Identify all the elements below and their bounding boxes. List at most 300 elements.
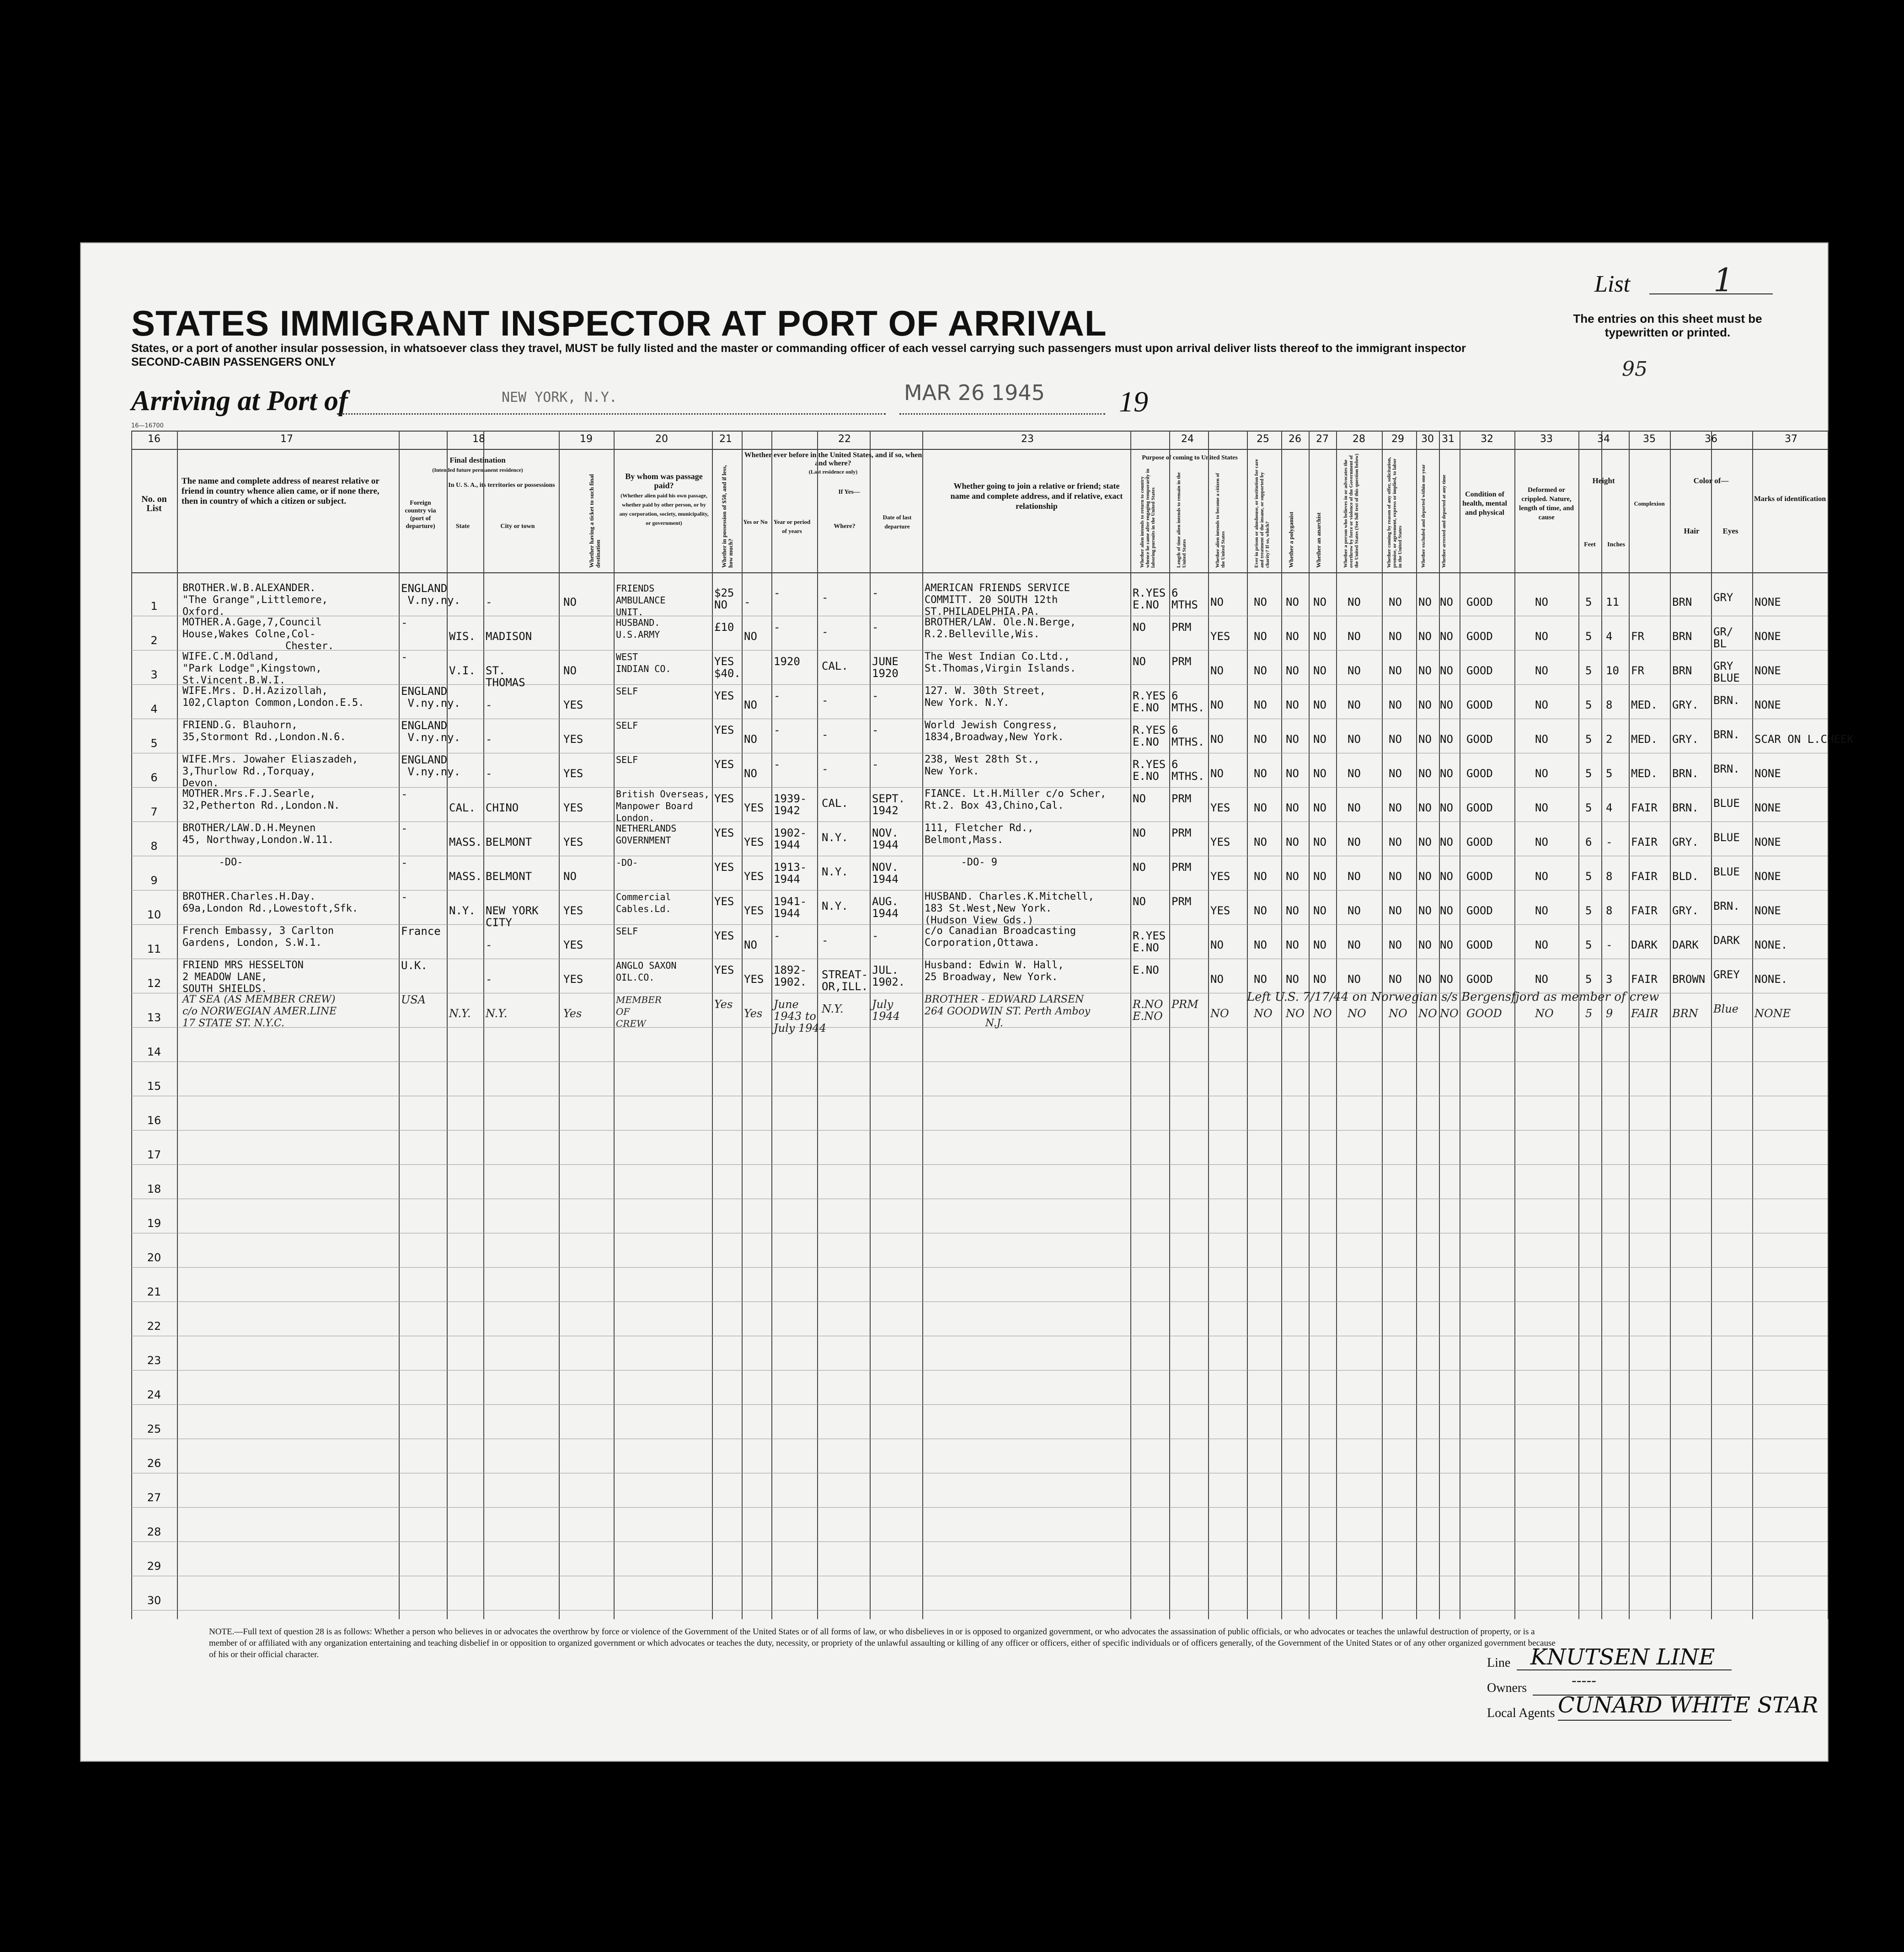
q26-cell: NO: [1286, 904, 1299, 917]
entry-instruction: The entries on this sheet must be typewritten or printed.: [1573, 312, 1762, 339]
purpose-a-cell: R.YES E.NO: [1133, 689, 1166, 714]
row-number: 22: [147, 1320, 161, 1333]
line-label: Line: [1487, 1656, 1511, 1670]
deformed-cell: NO: [1535, 836, 1548, 848]
row-number: 18: [147, 1183, 161, 1195]
before-cell: -: [744, 596, 751, 608]
joining-cell: 111, Fletcher Rd., Belmont,Mass.: [925, 822, 1034, 846]
purpose-c-cell: NO: [1210, 664, 1224, 677]
column-number: 35: [1643, 433, 1656, 445]
col-feet: Feet: [1584, 541, 1596, 548]
purpose-b-cell: PRM: [1171, 621, 1192, 634]
column-rule: [1629, 431, 1630, 1619]
relative-cell: MOTHER.A.Gage,7,Council House,Wakes Colne,Col- Chester.: [182, 617, 334, 652]
city-cell: MADISON: [486, 630, 532, 643]
col-state: State: [455, 523, 470, 530]
money-cell: YES: [714, 929, 734, 942]
departure-cell: -: [872, 689, 879, 702]
state-cell: N.Y.: [449, 904, 476, 917]
row-number: 15: [147, 1080, 161, 1093]
q27-cell: NO: [1313, 767, 1326, 780]
q27-cell: NO: [1313, 699, 1326, 711]
ticket-cell: YES: [563, 699, 583, 711]
q29-cell: NO: [1389, 699, 1402, 711]
hair-cell: GRY.: [1672, 904, 1699, 917]
passage-cell: SELF: [616, 926, 638, 937]
eyes-cell: BLUE: [1713, 797, 1740, 810]
feet-cell: 6: [1585, 836, 1592, 848]
money-cell: YES: [714, 861, 734, 874]
q26-cell: NO: [1286, 664, 1299, 677]
where-cell: -: [822, 728, 829, 741]
eyes-cell: Blue: [1713, 1003, 1738, 1015]
year-cell: -: [774, 724, 781, 736]
q27-cell: NO: [1313, 596, 1326, 608]
departure-cell: NOV. 1944: [872, 861, 899, 885]
row-number: 23: [147, 1354, 161, 1367]
col-eyes: Eyes: [1722, 527, 1738, 535]
departure-cell: JUL. 1902.: [872, 964, 905, 988]
year-cell: 1941- 1944: [774, 895, 807, 920]
q30-cell: NO: [1418, 699, 1432, 711]
q31-cell: NO: [1440, 767, 1453, 780]
inches-cell: 11: [1606, 596, 1619, 608]
relative-cell: -DO-: [182, 857, 243, 868]
deformed-cell: NO: [1535, 733, 1548, 746]
list-underline: [1649, 293, 1773, 294]
city-cell: -: [486, 699, 492, 711]
year-cell: June 1943 to July 1944: [774, 998, 827, 1035]
relative-cell: French Embassy, 3 Carlton Gardens, London, S.W.1.: [182, 925, 334, 949]
departure-cell: JUNE 1920: [872, 655, 899, 680]
complexion-cell: FAIR: [1631, 870, 1658, 883]
state-cell: WIS.: [449, 630, 476, 643]
column-number: 17: [280, 433, 293, 445]
row-number: 21: [147, 1285, 161, 1298]
q30-cell: NO: [1418, 801, 1432, 814]
year-cell: -: [774, 587, 781, 599]
header-bottom: [131, 572, 1828, 573]
q28-cell: NO: [1348, 664, 1361, 677]
column-number: 25: [1257, 433, 1269, 445]
q26-cell: NO: [1286, 767, 1299, 780]
column-rule: [1752, 431, 1753, 1619]
passage-cell: SELF: [616, 686, 638, 697]
q28-cell: NO: [1348, 836, 1361, 848]
q30-cell: NO: [1418, 733, 1432, 746]
q26-cell: NO: [1286, 939, 1299, 951]
purpose-c-cell: YES: [1210, 904, 1230, 917]
city-cell: -: [486, 939, 492, 951]
joining-cell: AMERICAN FRIENDS SERVICE COMMITT. 20 SOUTH 12th ST.PHILADELPHIA.PA.: [925, 582, 1070, 618]
col-complexion: Complexion: [1634, 500, 1665, 507]
col-q31: Whether arrested and deported at any time: [1441, 475, 1447, 568]
row-rule: [131, 787, 1828, 788]
column-rule: [1828, 431, 1829, 1619]
inches-cell: 8: [1606, 699, 1613, 711]
joining-cell: FIANCE. Lt.H.Miller c/o Scher, Rt.2. Box 43,Chino,Cal.: [925, 788, 1107, 811]
eyes-cell: GRY BLUE: [1713, 660, 1740, 684]
q25-cell: NO: [1254, 630, 1267, 643]
complexion-cell: MED.: [1631, 733, 1658, 746]
complexion-cell: FAIR: [1631, 836, 1658, 848]
q29-cell: NO: [1389, 733, 1402, 746]
purpose-a-cell: NO: [1133, 861, 1146, 874]
relative-cell: BROTHER.W.B.ALEXANDER. "The Grange",Littlemore, Oxford.: [182, 582, 328, 618]
column-number: 37: [1785, 433, 1797, 445]
page-title: STATES IMMIGRANT INSPECTOR AT PORT OF ARRIVAL: [131, 303, 1107, 343]
q25-cell: NO: [1254, 904, 1267, 917]
joining-cell: The West Indian Co.Ltd., St.Thomas,Virgin Islands.: [925, 651, 1076, 674]
ticket-cell: YES: [563, 836, 583, 848]
joining-cell: World Jewish Congress, 1834,Broadway,New York.: [925, 720, 1064, 743]
passage-cell: -DO-: [616, 857, 638, 868]
complexion-cell: FR: [1631, 664, 1644, 677]
q31-cell: NO: [1440, 1007, 1459, 1020]
foreign-country-cell: -: [401, 788, 408, 800]
q26-cell: NO: [1286, 630, 1299, 643]
marks-cell: NONE: [1754, 630, 1781, 643]
column-number: 24: [1181, 433, 1194, 445]
q27-cell: NO: [1313, 904, 1326, 917]
q28-cell: NO: [1348, 870, 1361, 883]
relative-cell: FRIEND MRS HESSELTON 2 MEADOW LANE, SOUTH SHIELDS.: [182, 960, 304, 995]
before-cell: YES: [744, 973, 764, 986]
column-rule: [1439, 431, 1440, 1619]
passage-cell: MEMBER OF CREW: [616, 994, 662, 1029]
q30-cell: NO: [1418, 596, 1432, 608]
ticket-cell: YES: [563, 939, 583, 951]
q31-cell: NO: [1440, 733, 1453, 746]
purpose-a-cell: R.NO E.NO: [1133, 998, 1163, 1023]
q27-cell: NO: [1313, 870, 1326, 883]
feet-cell: 5: [1585, 939, 1592, 951]
column-rule: [1514, 431, 1515, 1619]
q29-cell: NO: [1389, 870, 1402, 883]
deformed-cell: NO: [1535, 801, 1548, 814]
row-number: 26: [147, 1457, 161, 1470]
column-rule: [399, 431, 400, 1619]
row-rule: [131, 1301, 1828, 1302]
q25-cell: NO: [1254, 664, 1267, 677]
q27-cell: NO: [1313, 1007, 1332, 1020]
feet-cell: 5: [1585, 699, 1592, 711]
row-number: 6: [150, 771, 158, 784]
complexion-cell: DARK: [1631, 939, 1658, 951]
q29-cell: NO: [1389, 836, 1402, 848]
year-cell: -: [774, 621, 781, 634]
column-rule: [1130, 431, 1131, 1619]
form-code: 16—16700: [131, 422, 164, 429]
eyes-cell: GR/ BL: [1713, 625, 1733, 650]
q27-cell: NO: [1313, 939, 1326, 951]
col-q30: Whether excluded and deported within one year: [1421, 464, 1426, 568]
row-rule: [131, 1267, 1828, 1268]
purpose-a-cell: E.NO: [1133, 964, 1159, 976]
q28-cell: NO: [1348, 939, 1361, 951]
departure-cell: AUG. 1944: [872, 895, 899, 920]
departure-cell: NOV. 1944: [872, 827, 899, 851]
column-rule: [559, 431, 560, 1619]
departure-cell: SEPT. 1942: [872, 792, 905, 817]
col-prison: Ever in prison or almshouse, or institution for care and treatment of the insane, or supported by charity? If so, which?: [1254, 459, 1270, 568]
q30-cell: NO: [1418, 1007, 1437, 1020]
column-rule: [1336, 431, 1337, 1619]
feet-cell: 5: [1585, 630, 1592, 643]
eyes-cell: DARK: [1713, 934, 1740, 947]
before-cell: NO: [744, 767, 757, 780]
row-number: 19: [147, 1217, 161, 1230]
inches-cell: 9: [1606, 1007, 1613, 1020]
marks-cell: NONE.: [1754, 973, 1788, 986]
eyes-cell: BLUE: [1713, 831, 1740, 844]
q28-cell: NO: [1348, 733, 1361, 746]
purpose-c-cell: NO: [1210, 939, 1224, 951]
deformed-cell: NO: [1535, 767, 1548, 780]
row-rule: [131, 1130, 1828, 1131]
complexion-cell: MED.: [1631, 699, 1658, 711]
relative-cell: WIFE.C.M.Odland, "Park Lodge",Kingstown, St.Vincent.B.W.I.: [182, 651, 322, 686]
foreign-country-cell: ENGLAND V.ny.ny.: [401, 753, 461, 778]
q26-cell: NO: [1286, 801, 1299, 814]
deformed-cell: NO: [1535, 939, 1548, 951]
row-number: 10: [147, 908, 161, 921]
deformed-cell: NO: [1535, 973, 1548, 986]
date-line: [899, 413, 1105, 415]
purpose-b-cell: 6 MTHS.: [1171, 758, 1205, 783]
deformed-cell: NO: [1535, 904, 1548, 917]
column-rule: [1382, 431, 1383, 1619]
money-cell: YES: [714, 689, 734, 702]
column-rule: [1281, 431, 1282, 1619]
year-cell: -: [774, 689, 781, 702]
feet-cell: 5: [1585, 904, 1592, 917]
purpose-a-cell: R.YES E.NO: [1133, 929, 1166, 954]
purpose-c-cell: YES: [1210, 630, 1230, 643]
column-number: 33: [1540, 433, 1553, 445]
q28-cell: NO: [1348, 630, 1361, 643]
col-yes-or-no: Yes or No: [743, 518, 768, 525]
foreign-country-cell: France: [401, 925, 441, 938]
col-final-destination: Final destination (Intended future permanent residence): [432, 456, 523, 473]
year-cell: 1920: [774, 655, 800, 668]
before-cell: YES: [744, 801, 764, 814]
col-q29: Whether coming by reason of any offer, solicitation, promise, or agreement, express or implied, to labor in the United States: [1386, 457, 1403, 568]
col-city: City or town: [500, 523, 535, 530]
column-number: 31: [1442, 433, 1455, 445]
col-in-usa: In U. S. A., its territories or possessions: [448, 482, 555, 489]
q30-cell: NO: [1418, 664, 1432, 677]
where-cell: -: [822, 934, 829, 947]
joining-cell: BROTHER - EDWARD LARSEN 264 GOODWIN ST. Perth Amboy N.J.: [925, 994, 1091, 1029]
col-hair: Hair: [1684, 527, 1700, 535]
q25-cell: NO: [1254, 973, 1267, 986]
purpose-b-cell: PRM: [1171, 998, 1198, 1011]
money-cell: YES: [714, 758, 734, 771]
hair-cell: BRN: [1672, 630, 1692, 643]
row-rule: [131, 650, 1828, 651]
q25-cell: NO: [1254, 1007, 1273, 1020]
where-cell: -: [822, 694, 829, 707]
where-cell: CAL.: [822, 797, 848, 810]
column-rule: [1578, 431, 1579, 1619]
joining-cell: 127. W. 30th Street, New York. N.Y.: [925, 685, 1046, 709]
health-cell: GOOD: [1466, 801, 1493, 814]
year-cell: 1892- 1902.: [774, 964, 807, 988]
departure-cell: -: [872, 621, 879, 634]
city-cell: NEW YORK CITY: [486, 904, 539, 929]
purpose-a-cell: NO: [1133, 827, 1146, 839]
owners-value: -----: [1572, 1672, 1597, 1689]
where-cell: -: [822, 591, 829, 604]
q31-cell: NO: [1440, 939, 1453, 951]
column-rule: [771, 431, 772, 1619]
state-cell: MASS.: [449, 836, 482, 848]
row-number: 11: [147, 943, 161, 955]
hair-cell: BRN: [1672, 664, 1692, 677]
q29-cell: NO: [1389, 939, 1402, 951]
q31-cell: NO: [1440, 664, 1453, 677]
q26-cell: NO: [1286, 870, 1299, 883]
city-cell: N.Y.: [486, 1007, 508, 1020]
year-cell: -: [774, 758, 781, 771]
deformed-cell: NO: [1535, 630, 1548, 643]
q26-cell: NO: [1286, 973, 1299, 986]
col-purpose-a: Whether alien intends to return to country whence he came after engaging temporarily in laboring pursuits in the United States: [1139, 469, 1156, 568]
hair-cell: BRN.: [1672, 801, 1699, 814]
list-label: List: [1594, 271, 1631, 297]
ticket-cell: YES: [563, 973, 583, 986]
inches-cell: 4: [1606, 801, 1613, 814]
passage-cell: SELF: [616, 720, 638, 731]
column-number: 34: [1597, 433, 1610, 445]
q27-cell: NO: [1313, 973, 1326, 986]
row-number: 28: [147, 1525, 161, 1538]
q28-cell: NO: [1348, 973, 1361, 986]
purpose-a-cell: R.YES E.NO: [1133, 587, 1166, 611]
year-cell: 1902- 1944: [774, 827, 807, 851]
row-rule: [131, 684, 1828, 685]
passage-cell: HUSBAND. U.S.ARMY: [616, 617, 660, 640]
marks-cell: NONE: [1754, 1007, 1791, 1020]
city-cell: -: [486, 596, 492, 608]
column-rule: [447, 431, 448, 1619]
relative-cell: FRIEND.G. Blauhorn, 35,Stormont Rd.,London.N.6.: [182, 720, 346, 743]
port-line: [337, 413, 886, 415]
column-rule: [1247, 431, 1248, 1619]
relative-cell: BROTHER.Charles.H.Day. 69a,London Rd.,Lowestoft,Sfk.: [182, 891, 358, 914]
row-rule: [131, 1404, 1828, 1405]
departure-cell: July 1944: [872, 998, 900, 1023]
ticket-cell: YES: [563, 904, 583, 917]
q29-cell: NO: [1389, 630, 1402, 643]
marks-cell: NONE: [1754, 596, 1781, 608]
foreign-country-cell: -: [401, 856, 408, 869]
where-cell: N.Y.: [822, 1003, 844, 1015]
year-cell: 1939- 1942: [774, 792, 807, 817]
q30-cell: NO: [1418, 904, 1432, 917]
marks-cell: NONE: [1754, 767, 1781, 780]
row-number: 29: [147, 1560, 161, 1573]
hair-cell: BRN: [1672, 596, 1692, 608]
sheet-number: 95: [1622, 357, 1647, 381]
hair-cell: DARK: [1672, 939, 1699, 951]
q29-cell: NO: [1389, 596, 1402, 608]
departure-cell: -: [872, 724, 879, 736]
q26-cell: NO: [1286, 596, 1299, 608]
row-number: 14: [147, 1045, 161, 1058]
column-number: 36: [1705, 433, 1717, 445]
complexion-cell: FAIR: [1631, 1007, 1658, 1020]
foreign-country-cell: ENGLAND V.ny.ny.: [401, 685, 461, 709]
foreign-country-cell: -: [401, 891, 408, 903]
col-before-in-us: Whether ever before in the United States, and if so, when and where? (Last residence only): [744, 451, 922, 475]
row-rule: [131, 890, 1828, 891]
arriving-label: Arriving at Port of: [131, 385, 348, 416]
hair-cell: GRY.: [1672, 836, 1699, 848]
passage-cell: British Overseas, Manpower Board London.: [616, 789, 710, 823]
row-number: 9: [150, 874, 158, 887]
city-cell: -: [486, 767, 492, 780]
q31-cell: NO: [1440, 973, 1453, 986]
col-height: Height: [1592, 476, 1615, 485]
money-cell: YES: [714, 827, 734, 839]
purpose-c-cell: NO: [1210, 733, 1224, 746]
health-cell: GOOD: [1466, 664, 1493, 677]
col-passage-paid: By whom was passage paid? (Whether alien paid his own passage, whether paid by other person, or by any corporation, society, municipality, or government): [619, 472, 709, 526]
departure-cell: -: [872, 929, 879, 942]
q26-cell: NO: [1286, 733, 1299, 746]
q29-cell: NO: [1389, 767, 1402, 780]
purpose-c-cell: YES: [1210, 836, 1230, 848]
health-cell: GOOD: [1466, 973, 1493, 986]
list-number: 1: [1713, 261, 1734, 299]
row-rule: [131, 1610, 1828, 1611]
col-if-yes: If Yes—: [838, 489, 860, 496]
inches-cell: 10: [1606, 664, 1619, 677]
purpose-b-cell: 6 MTHS.: [1171, 689, 1205, 714]
q28-cell: NO: [1348, 596, 1361, 608]
q30-cell: NO: [1418, 939, 1432, 951]
purpose-b-cell: PRM: [1171, 861, 1192, 874]
column-rule: [1601, 431, 1602, 1619]
col-where: Where?: [834, 523, 856, 530]
eyes-cell: BRN.: [1713, 900, 1740, 912]
joining-cell: 238, West 28th St., New York.: [925, 754, 1040, 777]
q31-cell: NO: [1440, 699, 1453, 711]
health-cell: GOOD: [1466, 904, 1493, 917]
col-relative-header: The name and complete address of nearest relative or friend in country whence alien came, or if none there, then in country of which a citizen or subject.: [182, 476, 380, 506]
deformed-cell: NO: [1535, 699, 1548, 711]
city-cell: -: [486, 973, 492, 986]
passage-cell: NETHERLANDS GOVERNMENT: [616, 823, 677, 846]
hair-cell: BLD.: [1672, 870, 1699, 883]
col-date-departure: Date of last departure: [882, 514, 912, 530]
line-value: KNUTSEN LINE: [1530, 1644, 1715, 1670]
q26-cell: NO: [1286, 836, 1299, 848]
q28-cell: NO: [1348, 1007, 1366, 1020]
manifest-sheet: [80, 242, 1854, 1762]
col-color-of: Color of—: [1693, 476, 1729, 485]
relative-cell: WIFE.Mrs. Jowaher Eliaszadeh, 3,Thurlow Rd.,Torquay, Devon.: [182, 754, 358, 789]
column-number: 18: [472, 433, 485, 445]
column-rule: [177, 431, 178, 1619]
purpose-b-cell: PRM: [1171, 655, 1192, 668]
city-cell: BELMONT: [486, 870, 532, 883]
row-number: 27: [147, 1491, 161, 1504]
relative-cell: AT SEA (AS MEMBER CREW) c/o NORWEGIAN AMER.LINE 17 STATE ST. N.Y.C.: [182, 994, 337, 1029]
foreign-country-cell: -: [401, 651, 408, 663]
